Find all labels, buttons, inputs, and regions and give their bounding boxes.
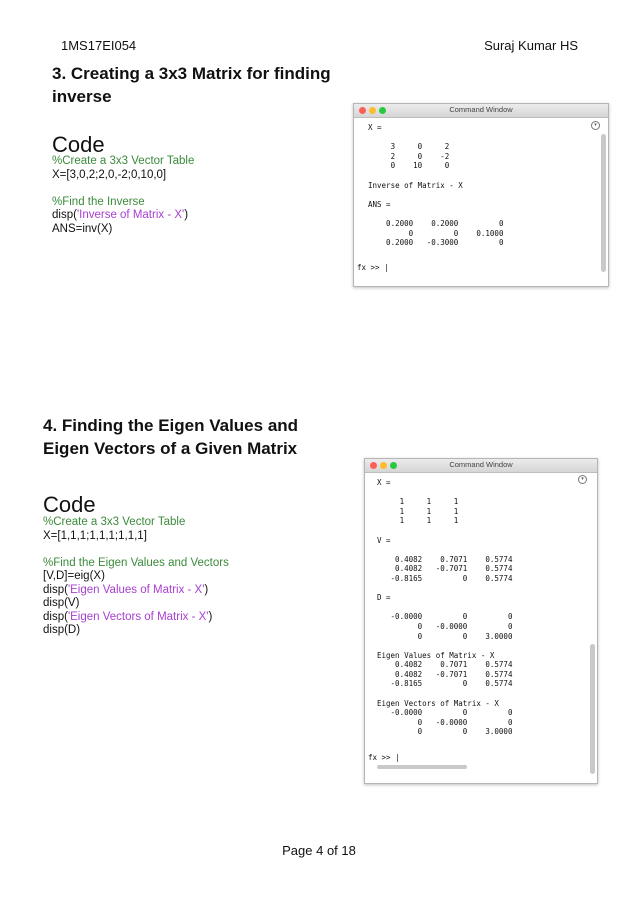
header-right: Suraj Kumar HS <box>484 38 578 53</box>
section4-code-block <box>43 516 229 638</box>
options-icon[interactable]: ▾ <box>591 121 600 130</box>
command-output: X = 3 0 2 2 0 -2 0 10 0 Inverse of Matrix - X ANS = 0.2000 0.2000 0 0 0 0.1000 0.2000 -0.3000 0 <box>368 123 504 248</box>
vertical-scrollbar[interactable] <box>590 644 595 774</box>
command-window-eigen[interactable] <box>364 458 598 784</box>
code-string: 'Inverse of Matrix - X' <box>76 209 185 221</box>
command-window-inverse[interactable] <box>353 103 609 287</box>
section3-code-heading: Code <box>52 132 105 157</box>
window-title: Command Window <box>449 105 513 114</box>
code-paren: ) <box>184 209 189 221</box>
window-titlebar[interactable] <box>365 459 597 473</box>
code-paren: ) <box>208 610 213 623</box>
code-string: 'Eigen Values of Matrix - X' <box>67 583 205 596</box>
section4-title <box>43 414 298 460</box>
section3-code-block <box>52 155 194 236</box>
code-blank <box>52 182 194 196</box>
code-line: X=[1,1,1;1,1,1;1,1,1] <box>43 529 147 542</box>
horizontal-scrollbar[interactable] <box>377 765 467 769</box>
code-line <box>43 584 229 598</box>
code-line: [V,D]=eig(X) <box>43 570 105 582</box>
code-paren: ) <box>204 583 209 596</box>
code-line: disp(D) <box>43 624 81 636</box>
code-comment: %Find the Inverse <box>52 195 145 208</box>
code-fn: disp( <box>43 583 68 596</box>
code-line: X=[3,0,2;2,0,-2;0,10,0] <box>52 168 167 181</box>
code-string: 'Eigen Vectors of Matrix - X' <box>67 610 209 623</box>
section3-title-line2: inverse <box>52 87 112 106</box>
page-number: Page 4 of 18 <box>282 843 356 858</box>
section4-title-line1: 4. Finding the Eigen Values and <box>43 416 299 435</box>
code-line <box>43 611 229 625</box>
vertical-scrollbar[interactable] <box>601 134 606 272</box>
command-output: X = 1 1 1 1 1 1 1 1 1 V = 0.4082 0.7071 0.5774 0.4082 -0.7071 0.5774 -0.8165 0 0.5774 D = -0.0000 0 0 0 -0.0000 0 0 0 3.0000 Eigen Values of Matrix - X 0.4082 0.7071 0.5774 0.4082 -0.7071 0.5774 -0.8165 0 0.5774 Eigen Vectors of Matrix - X -0.0000 0 0 0 -0.0000 0 0 0 3.0000 <box>377 478 513 737</box>
window-title: Command Window <box>449 460 513 469</box>
code-line <box>52 209 194 223</box>
command-prompt[interactable]: fx >> | <box>368 753 400 762</box>
header-left: 1MS17EI054 <box>61 38 137 53</box>
window-titlebar[interactable] <box>354 104 608 118</box>
options-icon[interactable]: ▾ <box>578 475 587 484</box>
section4-code-heading: Code <box>43 492 96 517</box>
command-prompt[interactable]: fx >> | <box>357 263 389 272</box>
code-comment: %Create a 3x3 Vector Table <box>43 516 186 528</box>
code-fn: disp( <box>43 610 68 623</box>
section3-title <box>52 62 331 108</box>
code-comment: %Find the Eigen Values and Vectors <box>43 556 229 569</box>
code-fn: disp( <box>52 209 77 221</box>
section4-title-line2: Eigen Vectors of a Given Matrix <box>43 439 298 458</box>
code-line: disp(V) <box>43 597 80 609</box>
code-comment: %Create a 3x3 Vector Table <box>52 155 195 167</box>
code-line: ANS=inv(X) <box>52 222 113 235</box>
section3-title-line1: 3. Creating a 3x3 Matrix for finding <box>52 64 331 83</box>
code-blank <box>43 543 229 557</box>
